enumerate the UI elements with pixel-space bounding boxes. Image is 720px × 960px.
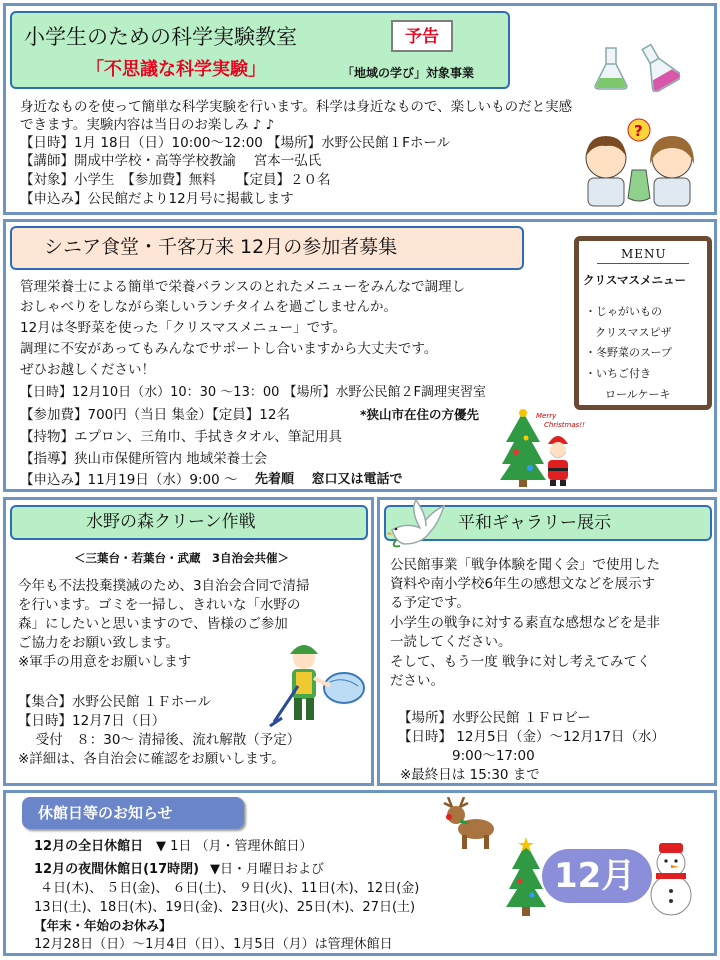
peace-line-5: 一読してください。 (390, 634, 512, 650)
notice-badge (391, 20, 453, 52)
allday-value: ▼ 1日 （月・管理休館日） (156, 839, 313, 854)
peace-line-7: ださい。 (390, 673, 444, 689)
night-dates-1: ４日(木)、 ５日(金)、 ６日(土)、 ９日(火)、11日(木)、12日(金) (40, 881, 420, 896)
cleanup-line-8: 受付 ８：30～ 清掃後、流れ解散（予定） (18, 732, 301, 748)
science-project: 「地域の学び」対象事業 (342, 66, 475, 80)
menu-item-2: クリスマスピザ (595, 326, 672, 339)
senior-line-5: ぜひお越しください！ (20, 362, 155, 378)
science-title: 小学生のための科学実験教室 (24, 25, 297, 49)
senior-line-3: 12月は冬野菜を使った「クリスマスメニュー」です。 (20, 320, 347, 336)
peace-title: 平和ギャラリー展示 (458, 513, 611, 533)
science-line-3: 【日時】1月 18日（日）10:00～12:00 【場所】水野公民館１Fホール (20, 135, 451, 151)
menu-item-4: ・いちご付き (585, 367, 651, 380)
cleanup-line-7: 【日時】12月7日（日） (18, 713, 166, 729)
cleanup-title: 水野の森クリーン作戦 (86, 512, 256, 532)
night-label: 12月の夜間休館日(17時閉) (34, 862, 200, 877)
month-badge-label: 12月 (554, 856, 636, 896)
peace-line-6: そして、もう一度 戦争に対し考えてみてく (390, 654, 651, 670)
senior-line-8: 【持物】エプロン、三角巾、手拭きタオル、筆記用具 (20, 429, 342, 445)
senior-line-4: 調理に不安があってもみんなでサポートし合いますから大丈夫です。 (20, 341, 438, 357)
senior-dining-section (3, 219, 717, 492)
senior-line-6: 【日時】12月10日（水）10：30 ～13：00 【場所】水野公民館２F調理実習室 (20, 385, 486, 400)
cleanup-line-3: 森」にしたいと思いますので、皆様のご参加 (18, 616, 288, 632)
science-line-1: 身近なものを使って簡単な科学実験を行います。科学は身近なもので、楽しいものだと実感 (20, 99, 573, 115)
reindeer-icon (438, 797, 500, 853)
science-line-2: できます。実験内容は当日のお楽しみ ♪ ♪ (20, 117, 275, 133)
menu-title: クリスマスメニュー (583, 273, 687, 287)
senior-line-1: 管理栄養士による簡単で栄養バランスのとれたメニューをみんなで調理し (20, 279, 466, 295)
peace-line-9: 【日時】 12月5日（金）～12月17日（水） (398, 729, 665, 745)
peace-line-4: 小学生の戦争に対する素直な感想などを是非 (390, 615, 660, 631)
cleanup-line-1: 今年も不法投棄撲滅のため、3自治会合同で清掃 (18, 578, 310, 594)
cleanup-line-9: ※詳細は、各自治会に確認をお願いします。 (18, 751, 285, 767)
menu-board (574, 236, 712, 410)
peace-line-3: る予定です。 (390, 595, 470, 611)
cleanup-line-2: を行います。ゴミを一掃し、きれいな「水野の (18, 597, 301, 613)
peace-line-2: 資料や南小学校6年生の感想文などを展示す (390, 576, 656, 592)
menu-item-1: ・じゃがいもの (585, 305, 662, 318)
peace-gallery-section (377, 497, 717, 786)
snowman-icon (646, 841, 696, 917)
senior-line-9: 【指導】狭山市保健所管内 地域栄養士会 (20, 451, 268, 467)
dove-icon (386, 500, 450, 552)
cleaning-worker-illustration (268, 636, 368, 732)
cleanup-line-4: ご協力をお願い致します。 (18, 635, 179, 651)
science-line-6: 【申込み】公民館だより12月号に掲載します (20, 191, 294, 207)
cleanup-line-6: 【集合】水野公民館 １Ｆホール (18, 694, 212, 710)
science-line-4: 【講師】開成中学校・高等学校教諭 宮本一弘氏 (20, 153, 322, 169)
svg-text:?: ? (634, 122, 643, 140)
cleanup-sub: ＜三葉台・若葉台・武蔵 3自治会共催＞ (74, 551, 289, 565)
peace-line-10: 9:00～17:00 (452, 748, 535, 764)
senior-line-2: おしゃべりをしながら楽しいランチタイムを過ごしませんか。 (20, 299, 398, 315)
flask-icon (591, 46, 631, 91)
peace-line-11: ※最終日は 15:30 まで (400, 767, 540, 783)
closed-title: 休館日等のお知らせ (38, 804, 173, 822)
newyear-label: 【年末・年始のお休み】 (34, 918, 172, 933)
menu-item-5: ロールケーキ (605, 388, 671, 401)
menu-divider (597, 263, 689, 264)
merry-text: Merry (536, 412, 557, 420)
menu-item-3: ・冬野菜のスープ (585, 346, 672, 359)
priority-note: *狭山市在住の方優先 (360, 407, 480, 422)
cleanup-line-5: ※軍手の用意をお願いします (18, 654, 192, 670)
menu-header: MENU (621, 247, 667, 261)
santa-icon (542, 428, 574, 488)
peace-line-8: 【場所】水野公民館 １Ｆロビー (398, 710, 591, 726)
science-section (3, 3, 717, 215)
peace-line-1: 公民館事業「戦争体験を聞く会」で使用した (390, 557, 660, 573)
notice-badge-label: 予告 (405, 27, 439, 47)
allday-label: 12月の全日休館日 (34, 839, 144, 854)
night-value: ▼日・月曜日および (210, 862, 324, 877)
christmas-tree-small-icon (506, 837, 546, 917)
science-subtitle: 「不思議な科学実験」 (86, 59, 266, 80)
senior-line-10: 【申込み】11月19日（水）9:00 ～ (20, 472, 238, 488)
scientist-kids-illustration (574, 118, 704, 208)
senior-title: シニア食堂・千客万来 12月の参加者募集 (44, 236, 398, 258)
apply-method: 先着順 窓口又は電話で (255, 472, 403, 487)
night-dates-2: 13日(土)、18日(木)、19日(金)、23日(火)、25日(木)、27日(土) (34, 900, 416, 915)
newyear-value: 12月28日（日）～1月4日（日）、1月5日（月）は管理休館日 (34, 937, 393, 952)
senior-line-7: 【参加費】700円（当日 集金）【定員】12名 (20, 407, 290, 423)
test-tube-icon (636, 42, 680, 92)
science-line-5: 【対象】小学生 【参加費】無料 【定員】２０名 (20, 172, 331, 188)
cleanup-section (3, 497, 374, 786)
christmas-text: Christmas!! (544, 421, 585, 429)
closed-days-section (3, 790, 717, 956)
